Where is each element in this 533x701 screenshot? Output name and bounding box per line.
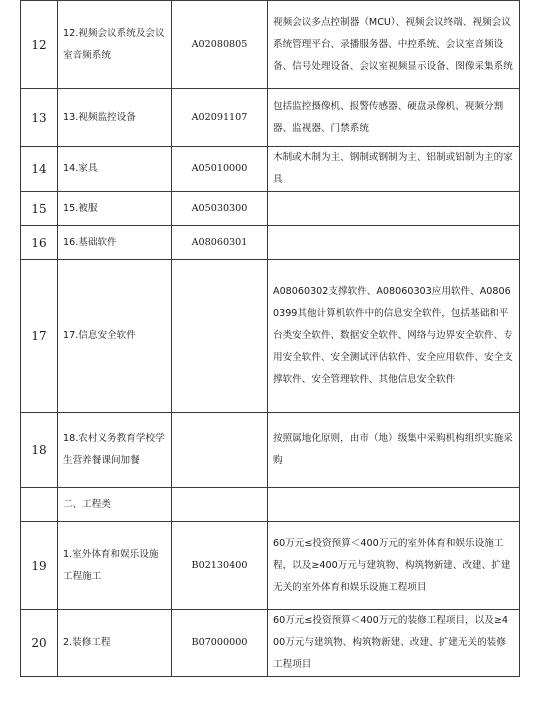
- section-heading: 二、工程类: [58, 488, 172, 522]
- item-name: 1.室外体育和娱乐设施工程施工: [58, 522, 172, 610]
- section-spacer: [21, 488, 58, 522]
- row-number: 14: [21, 147, 58, 192]
- table-row: [21, 192, 520, 226]
- item-code: A05030300: [172, 192, 268, 226]
- row-number: 16: [21, 226, 58, 260]
- item-code: A02091107: [172, 89, 268, 147]
- item-name: 14.家具: [58, 147, 172, 192]
- item-code: A05010000: [172, 147, 268, 192]
- procurement-catalog-table: [20, 0, 520, 677]
- item-scope: 包括监控摄像机、报警传感器、硬盘录像机、视频分割器、监视器、门禁系统: [268, 89, 520, 147]
- row-number: 12: [21, 1, 58, 89]
- item-code: [172, 413, 268, 488]
- item-scope: 60万元≤投资预算＜400万元的室外体育和娱乐设施工程，以及≥400万元与建筑物、构筑物新建、改建、扩建无关的室外体育和娱乐设施工程项目: [268, 522, 520, 610]
- table-row: [21, 1, 520, 89]
- item-name: 15.被服: [58, 192, 172, 226]
- row-number: 15: [21, 192, 58, 226]
- item-scope: [268, 226, 520, 260]
- item-name: 12.视频会议系统及会议室音频系统: [58, 1, 172, 89]
- table-row: [21, 522, 520, 610]
- row-number: 18: [21, 413, 58, 488]
- row-number: 17: [21, 260, 58, 413]
- section-row: [21, 488, 520, 522]
- item-scope: [268, 192, 520, 226]
- table-row: [21, 260, 520, 413]
- item-name: 18.农村义务教育学校学生营养餐课间加餐: [58, 413, 172, 488]
- table-row: [21, 147, 520, 192]
- table-row: [21, 610, 520, 677]
- section-spacer: [172, 488, 268, 522]
- item-name: 2.装修工程: [58, 610, 172, 677]
- section-spacer: [268, 488, 520, 522]
- item-code: B02130400: [172, 522, 268, 610]
- item-name: 13.视频监控设备: [58, 89, 172, 147]
- item-code: B07000000: [172, 610, 268, 677]
- item-scope: 木制或木制为主、钢制或钢制为主、铝制或铝制为主的家具: [268, 147, 520, 192]
- item-scope: 视频会议多点控制器（MCU）、视频会议终端、视频会议系统管理平台、录播服务器、中控系统、会议室音频设备、信号处理设备、会议室视频显示设备、图像采集系统: [268, 1, 520, 89]
- item-code: A02080805: [172, 1, 268, 89]
- row-number: 13: [21, 89, 58, 147]
- table-row: [21, 413, 520, 488]
- table-row: [21, 226, 520, 260]
- row-number: 20: [21, 610, 58, 677]
- item-scope: 60万元≤投资预算＜400万元的装修工程项目，以及≥400万元与建筑物、构筑物新建、改建、扩建无关的装修工程项目: [268, 610, 520, 677]
- row-number: 19: [21, 522, 58, 610]
- table-row: [21, 89, 520, 147]
- item-name: 16.基础软件: [58, 226, 172, 260]
- item-scope: A08060302支撑软件、A08060303应用软件、A08060399其他计算机软件中的信息安全软件，包括基础和平台类安全软件、数据安全软件、网络与边界安全软件、专用安全软件、安全测试评估软件、安全应用软件、安全支撑软件、安全管理软件、其他信息安全软件: [268, 260, 520, 413]
- item-code: A08060301: [172, 226, 268, 260]
- item-scope: 按照属地化原则，由市（地）级集中采购机构组织实施采购: [268, 413, 520, 488]
- item-name: 17.信息安全软件: [58, 260, 172, 413]
- item-code: [172, 260, 268, 413]
